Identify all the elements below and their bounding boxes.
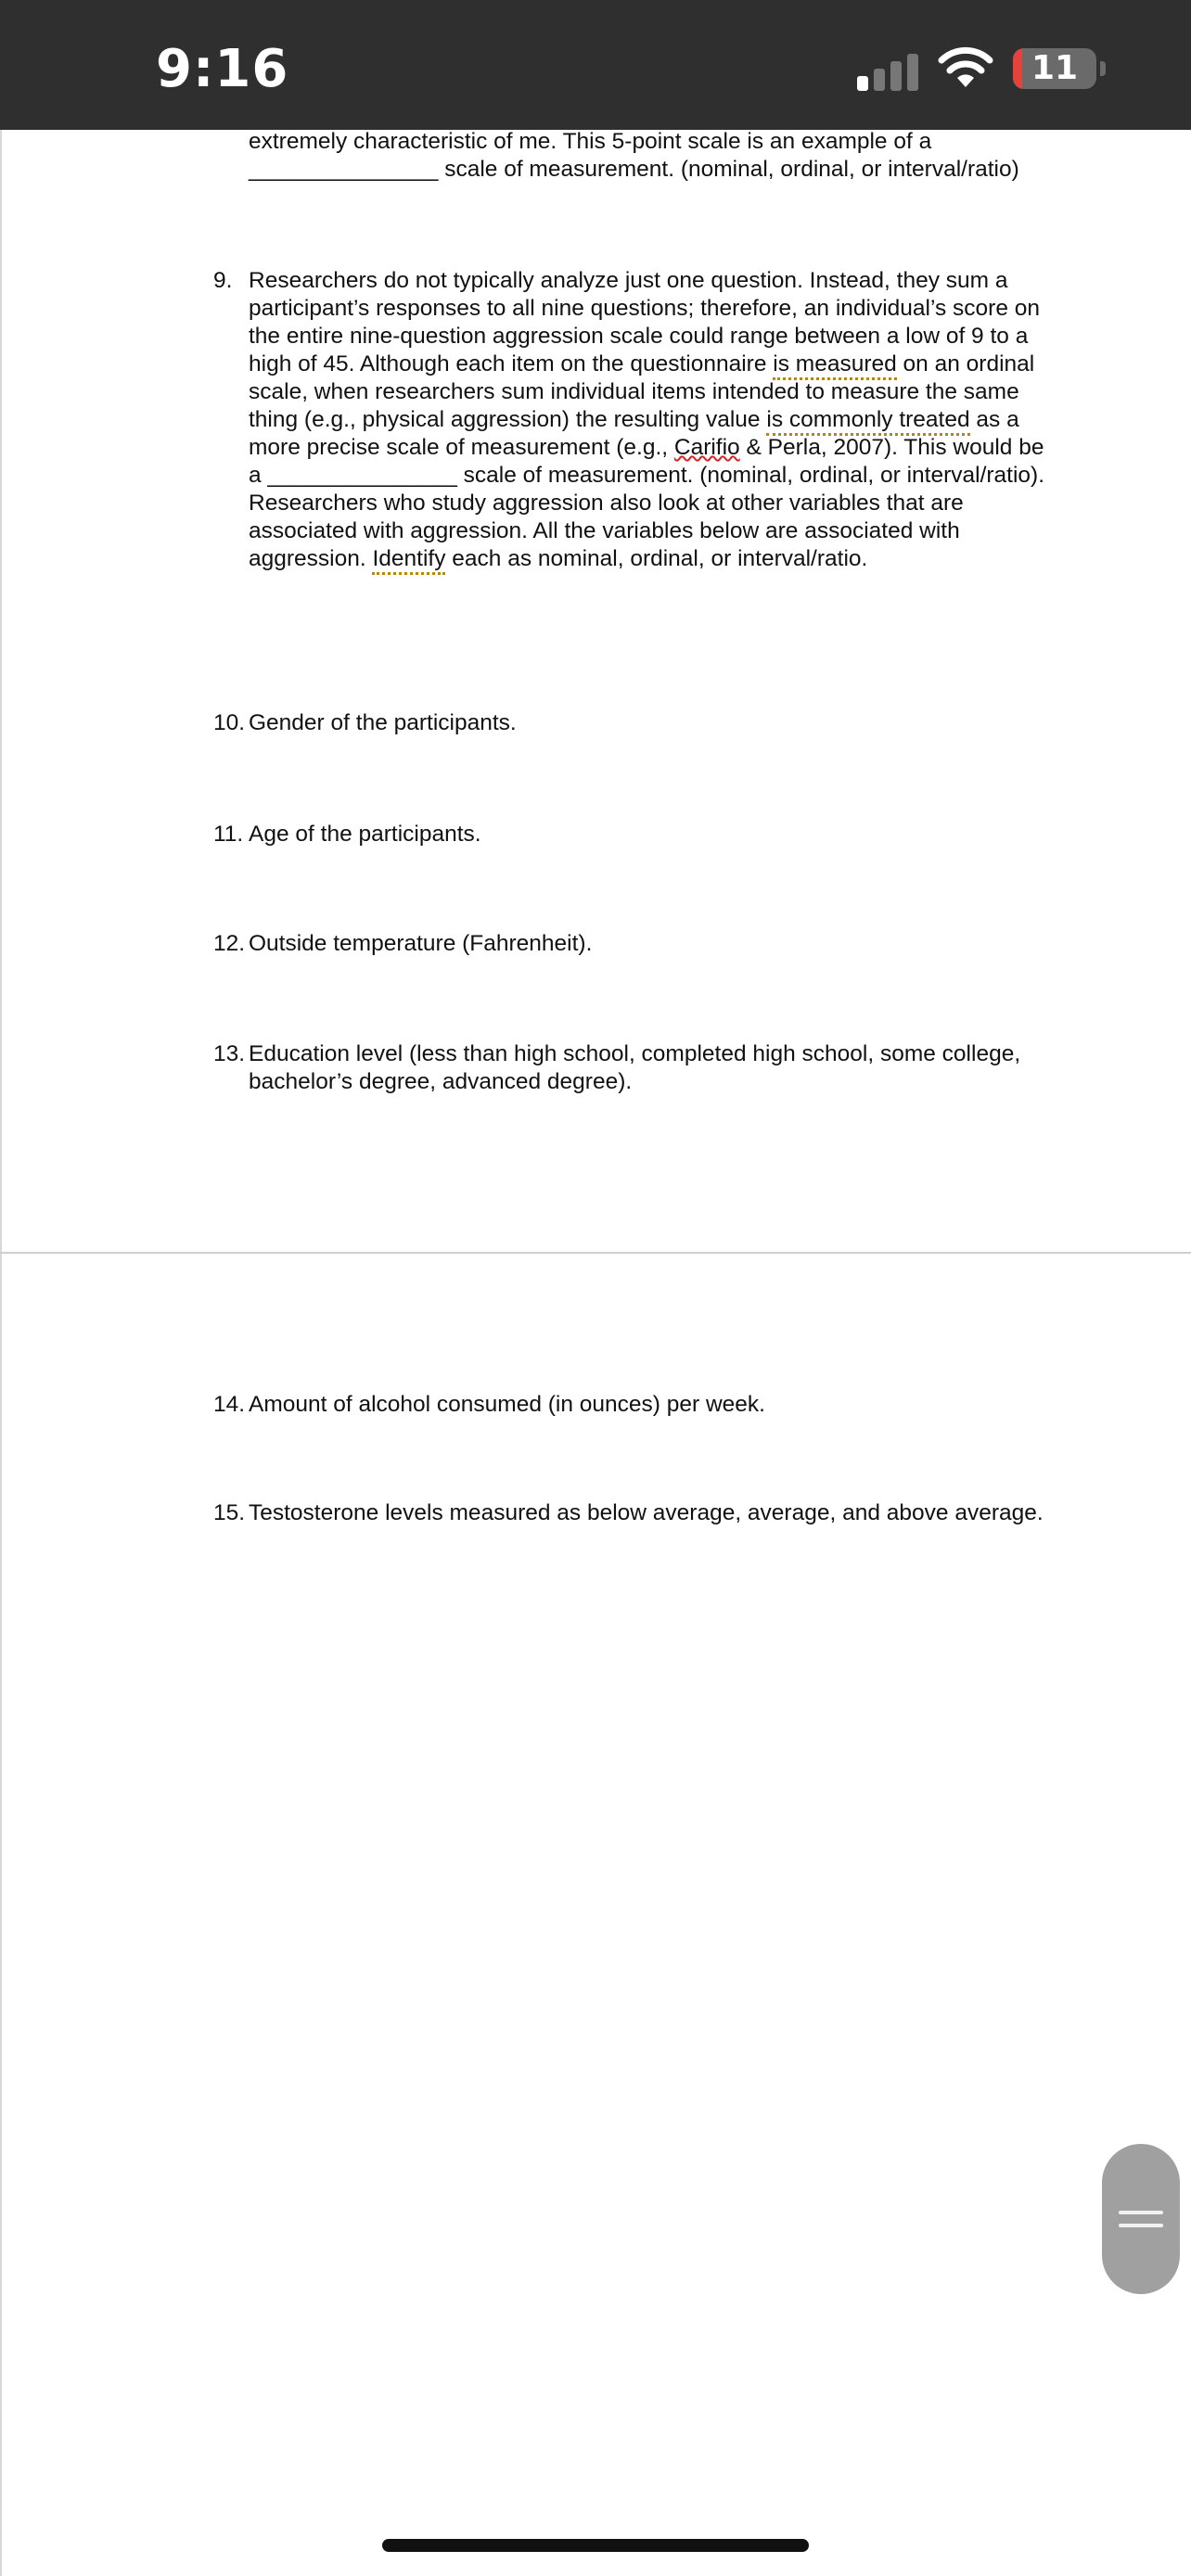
q9-line-10: associated with aggression. All the variables below are associated with bbox=[249, 518, 960, 543]
scroll-handle[interactable] bbox=[1102, 2144, 1180, 2294]
item-text: Testosterone levels measured as below average, average, and above average. bbox=[249, 1500, 1044, 1525]
list-item bbox=[213, 930, 592, 958]
item-number: 12. bbox=[213, 931, 246, 956]
battery-nub bbox=[1100, 61, 1106, 76]
q9-line-11-a: aggression. bbox=[249, 546, 373, 571]
home-indicator[interactable] bbox=[382, 2539, 809, 2552]
list-item bbox=[213, 1391, 765, 1419]
list-item bbox=[213, 709, 517, 737]
item-number: 14. bbox=[213, 1392, 246, 1417]
q9-line-4 bbox=[249, 351, 1056, 378]
item-text: Age of the participants. bbox=[249, 822, 481, 847]
q9-line-5: scale, when researchers sum individual items intended to measure the same bbox=[249, 379, 1019, 404]
q9-line-6 bbox=[249, 406, 1056, 434]
q9-line-6-a: thing (e.g., physical aggression) the resulting value bbox=[249, 407, 767, 432]
battery-level: 11 bbox=[1031, 49, 1079, 87]
page-break bbox=[0, 1252, 1191, 1254]
cellular-signal-icon bbox=[857, 50, 920, 91]
grammar-flag-identify[interactable]: Identify bbox=[372, 546, 445, 575]
item-text-line-2: bachelor’s degree, advanced degree). bbox=[249, 1069, 633, 1094]
list-item bbox=[213, 1499, 1044, 1527]
q9-number: 9. bbox=[213, 268, 233, 293]
battery-icon bbox=[1013, 48, 1096, 89]
item-number: 10. bbox=[213, 710, 246, 735]
item-text: Gender of the participants. bbox=[249, 710, 517, 735]
q9-line-7-a: more precise scale of measurement (e.g., bbox=[249, 435, 674, 460]
q9-line-4-a: high of 45. Although each item on the questionnaire bbox=[249, 351, 774, 376]
item-number: 15. bbox=[213, 1500, 246, 1525]
q9-line-11 bbox=[249, 545, 1056, 573]
item-text: Amount of alcohol consumed (in ounces) per week. bbox=[249, 1392, 765, 1417]
grip-line-icon bbox=[1119, 2224, 1163, 2227]
q9-line-6-c: as a bbox=[969, 407, 1019, 432]
grip-line-icon bbox=[1119, 2211, 1163, 2214]
list-item bbox=[213, 821, 481, 848]
status-time: 9:16 bbox=[156, 39, 289, 99]
grammar-flag-is-measured[interactable]: is measured bbox=[773, 351, 896, 380]
q9-line-9: Researchers who study aggression also look at other variables that are bbox=[249, 491, 964, 516]
item-text: Outside temperature (Fahrenheit). bbox=[249, 931, 593, 956]
q9-line-11-c: each as nominal, ordinal, or interval/ratio. bbox=[445, 546, 868, 571]
q8-line-1: extremely characteristic of me. This 5-point scale is an example of a bbox=[249, 129, 932, 154]
item-number: 11. bbox=[213, 822, 244, 847]
q9-line-7 bbox=[249, 434, 1056, 462]
q8-line-2: _______________ scale of measurement. (nominal, ordinal, or interval/ratio) bbox=[249, 157, 1019, 182]
q9-line-1: Researchers do not typically analyze just one question. Instead, they sum a bbox=[249, 268, 1008, 293]
q9-line-3: the entire nine-question aggression scale could range between a low of 9 to a bbox=[249, 324, 1029, 349]
q9-line-4-c: on an ordinal bbox=[896, 351, 1035, 376]
item-text-line-1: Education level (less than high school, completed high school, some college, bbox=[249, 1041, 1021, 1066]
wifi-icon bbox=[937, 46, 994, 89]
q9-line-2: participant’s responses to all nine questions; therefore, an individual’s score on bbox=[249, 296, 1041, 321]
status-bar bbox=[0, 0, 1191, 130]
grammar-flag-is-commonly-treated[interactable]: is commonly treated bbox=[766, 407, 969, 436]
q9-line-8: a _______________ scale of measurement. (nominal, ordinal, or interval/ratio). bbox=[249, 463, 1045, 488]
q9-line-7-c: & Perla, 2007). This would be bbox=[739, 435, 1044, 460]
spelling-flag-carifio[interactable]: Carifio bbox=[673, 435, 740, 460]
item-number: 13. bbox=[213, 1041, 246, 1066]
page-left-edge bbox=[0, 130, 2, 2576]
